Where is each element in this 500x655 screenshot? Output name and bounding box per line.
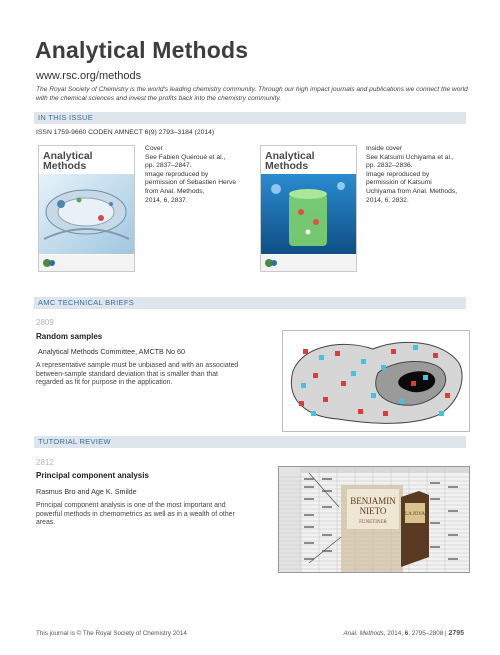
bottle-label-line-3: FUNETINER: [359, 520, 387, 525]
inside-cover-artwork: [261, 174, 356, 254]
inside-cover-mini-title: Analytical Methods: [265, 150, 315, 172]
journal-url[interactable]: www.rsc.org/methods: [36, 70, 142, 82]
cover-artwork: [39, 174, 134, 254]
inside-cover-blurb: Inside cover See Katsumi Uchiyama et al., pp. 2832–2836. Image reproduced by permission of Katsumi Uchiyama from Anal. Methods, 2014, 6, 2832.: [366, 145, 458, 204]
rsc-logo-icon: [264, 258, 278, 268]
inside-cover-footer: [261, 255, 356, 271]
bottle-label-line-1: BENJAMIN: [350, 496, 396, 506]
footer-page-number: 2795: [448, 630, 464, 637]
section-heading: TUTORIAL REVIEW: [38, 437, 111, 446]
article-abstract: Principal component analysis is one of the most important and powerful methods in chemometrics as well as in a wealth of other areas.: [36, 502, 235, 527]
article-page-number: 2812: [36, 458, 54, 467]
bottle-label-line-4: LA JOYA: [405, 512, 425, 517]
pca-table-image: [279, 467, 469, 572]
article-page-number: 2809: [36, 318, 54, 327]
section-bar-tutorial: [34, 436, 466, 448]
section-bar-amc: [34, 297, 466, 309]
section-heading: IN THIS ISSUE: [38, 113, 94, 122]
article-authors: Rasmus Bro and Age K. Smilde: [36, 487, 137, 496]
article-title[interactable]: Random samples: [36, 332, 103, 341]
section-bar-in-this-issue: [34, 112, 466, 124]
footer-citation: Anal. Methods, 2014, 6, 2795–2808 | 2795: [343, 630, 464, 637]
article-authors: Analytical Methods Committee, AMCTB No 60: [38, 347, 185, 356]
footer-copyright: This journal is © The Royal Society of Chemistry 2014: [36, 630, 187, 637]
cover-mini-title: Analytical Methods: [43, 150, 93, 172]
inside-cover-image[interactable]: [260, 145, 357, 272]
random-samples-diagram: [283, 331, 469, 431]
bottle-label-line-2: NIETO: [359, 506, 387, 516]
cover-footer: [39, 255, 134, 271]
journal-tagline: The Royal Society of Chemistry is the world's leading chemistry community. Through our high impact journals and publications we connect the world with the chemical sciences and invest the profits back into the chemistry community.: [36, 86, 468, 102]
cover-image[interactable]: [38, 145, 135, 272]
journal-title: Analytical Methods: [35, 37, 249, 63]
article-title[interactable]: Principal component analysis: [36, 471, 149, 480]
issn-line: ISSN 1759-9660 CODEN AMNECT 6(9) 2793–3184 (2014): [36, 129, 215, 136]
section-heading: AMC TECHNICAL BRIEFS: [38, 298, 135, 307]
article-abstract: A representative sample must be unbiased and with an associated between-sample standard deviation that is smaller than that regarded as fit for purpose in the application.: [36, 362, 239, 387]
rsc-logo-icon: [42, 258, 56, 268]
cover-blurb: Cover See Fabien Quéroué et al., pp. 2837–2847. Image reproduced by permission of Sebastien Herve from Anal. Methods, 2014, 6, 2837.: [145, 145, 237, 204]
pca-figure: [278, 466, 470, 573]
random-samples-figure: [282, 330, 470, 432]
